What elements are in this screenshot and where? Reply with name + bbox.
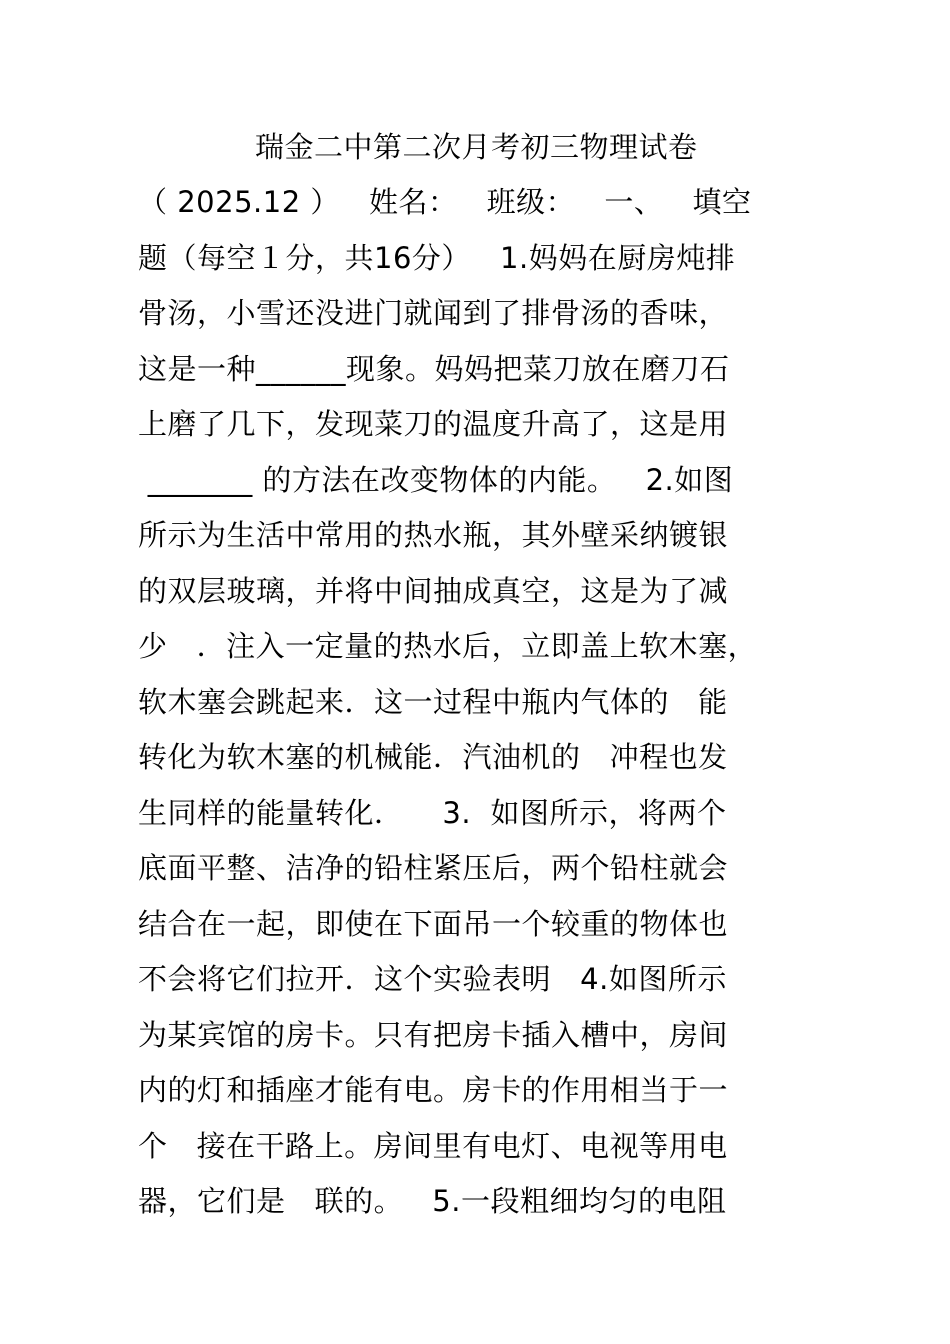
text-line: 所示为生活中常用的热水瓶，其外壁采纳镀银 [138, 518, 729, 552]
text-line: 骨汤，小雪还没进门就闻到了排骨汤的香味， [138, 296, 729, 330]
text-line: 软木塞会跳起来．这一过程中瓶内气体的 能 [138, 684, 728, 719]
text-line: 少 ．注入一定量的热水后，立即盖上软木塞， [138, 629, 758, 663]
text-line: 内的灯和插座才能有电。房卡的作用相当于一 [138, 1073, 729, 1107]
text-line: _______ 的方法在改变物体的内能。 2.如图 [138, 462, 734, 497]
text-line: 为某宾馆的房卡。只有把房卡插入槽中，房间 [138, 1017, 729, 1052]
text-line: 生同样的能量转化． 3. 如图所示，将两个 [138, 795, 727, 830]
text-line: 转化为软木塞的机械能．汽油机的 冲程也发 [138, 740, 728, 774]
text-line: 不会将它们拉开．这个实验表明 4.如图所示 [138, 962, 727, 996]
text-line: 的双层玻璃，并将中间抽成真空，这是为了减 [138, 573, 729, 608]
text-line: 上磨了几下，发现菜刀的温度升高了，这是用 [138, 407, 729, 441]
text-line: 个 接在干路上。房间里有电灯、电视等用电 [138, 1128, 728, 1163]
body-text [138, 180, 838, 1235]
text-line: 题（每空１分，共16分） 1.妈妈在厨房炖排 [138, 240, 736, 275]
text-line: 这是一种______现象。妈妈把菜刀放在磨刀石 [138, 351, 730, 386]
text-line: 结合在一起，即使在下面吊一个较重的物体也 [138, 906, 729, 941]
text-line: 器，它们是 联的。 5.一段粗细均匀的电阻 [138, 1184, 727, 1218]
text-line: （ 2025.12 ） 姓名： 班级： 一、 填空 [138, 185, 752, 219]
text-line: 底面平整、洁净的铅柱紧压后，两个铅柱就会 [138, 851, 729, 885]
page-title: 瑞金二中第二次月考初三物理试卷 [255, 130, 698, 164]
